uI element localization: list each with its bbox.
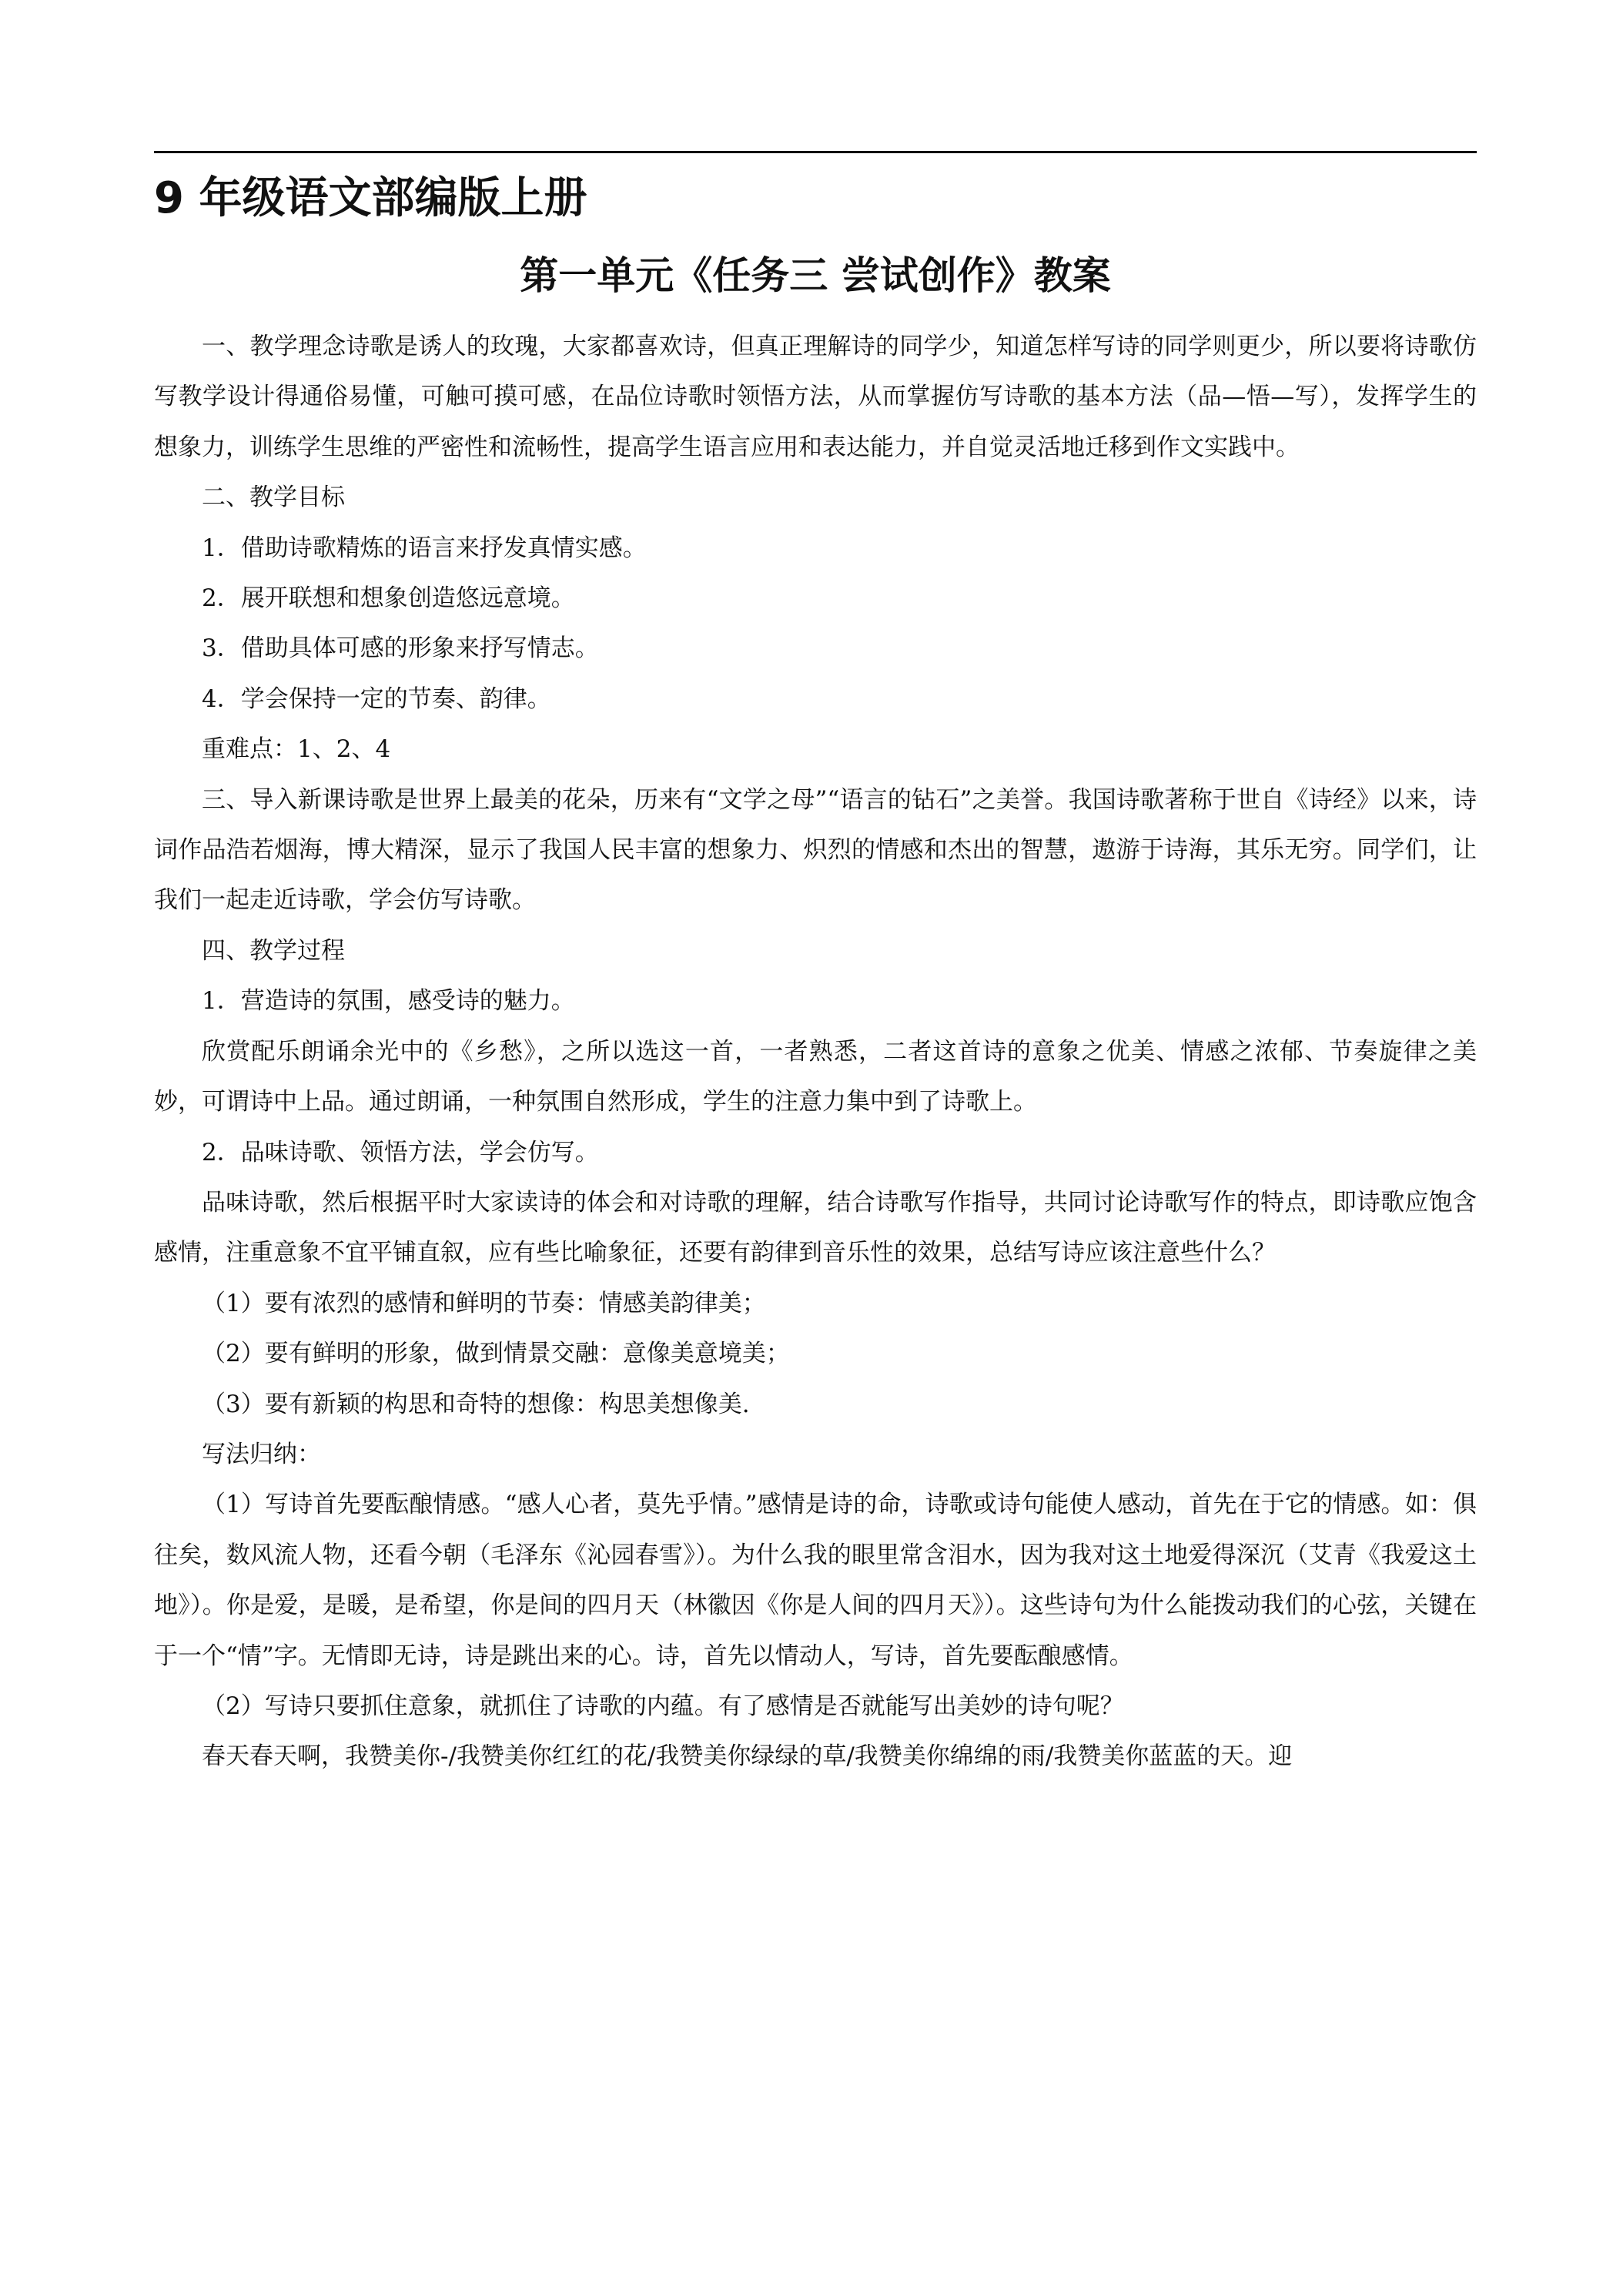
heading-teaching-process: 四、教学过程 <box>202 936 345 965</box>
point-item-3: （3）要有新颖的构思和奇特的想像：构思美想像美. <box>202 1390 750 1418</box>
summary-item-2: （2）写诗只要抓住意象，就抓住了诗歌的内蕴。有了感情是否就能写出美妙的诗句呢？ <box>202 1692 1124 1720</box>
document-page <box>154 0 1477 2296</box>
goal-item-4: 4．学会保持一定的节奏、韵律。 <box>202 684 551 713</box>
goal-item-1: 1．借助诗歌精炼的语言来抒发真情实感。 <box>202 534 647 562</box>
point-item-2: （2）要有鲜明的形象，做到情景交融：意像美意境美； <box>202 1340 790 1368</box>
summary-item-1: （1）写诗首先要酝酿情感。“感人心者，莫先乎情。”感情是诗的命，诗歌或诗句能使人感动，首先在于它的情感。如：俱往矣，数风流人物，还看今朝（毛泽东《沁园春雪》）。为什么我的眼里常含泪水，因为我对这土地爱得深沉（艾青《我爱这土地》）。你是爱，是暖，是希望，你是间的四月天（林徽因《你是人间的四月天》）。这些诗句为什么能拨动我们的心弦，关键在于一个“情”字。无情即无诗，诗是跳出来的心。诗，首先以情动人，写诗，首先要酝酿感情。 <box>154 1491 1477 1670</box>
goal-item-2: 2．展开联想和想象创造悠远意境。 <box>202 584 575 613</box>
lesson-title: 第一单元《任务三 尝试创作》教案 <box>520 253 1111 298</box>
heading-writing-summary: 写法归纳： <box>202 1440 321 1468</box>
goal-item-3: 3．借助具体可感的形象来抒写情志。 <box>202 634 599 663</box>
header-rule <box>154 151 1477 153</box>
document-header-title: 9 年级语文部编版上册 <box>154 173 587 223</box>
paragraph-introduction: 三、导入新课诗歌是世界上最美的花朵，历来有“文学之母”“语言的钻石”之美誉。我国诗歌著称于世自《诗经》以来，诗词作品浩若烟海，博大精深，显示了我国人民丰富的想象力、炽烈的情感和杰出的智慧，遨游于诗海，其乐无穷。同学们，让我们一起走近诗歌，学会仿写诗歌。 <box>154 785 1477 915</box>
process-step-1: 1．营造诗的氛围，感受诗的魅力。 <box>202 987 575 1016</box>
paragraph-spring-example: 春天春天啊，我赞美你-/我赞美你红红的花/我赞美你绿绿的草/我赞美你绵绵的雨/我赞美你蓝蓝的天。迎 <box>202 1742 1293 1771</box>
paragraph-recitation: 欣赏配乐朗诵余光中的《乡愁》，之所以选这一首，一者熟悉，二者这首诗的意象之优美、情感之浓郁、节奏旋律之美妙，可谓诗中上品。通过朗诵，一种氛围自然形成，学生的注意力集中到了诗歌上。 <box>154 1037 1477 1116</box>
heading-teaching-goals: 二、教学目标 <box>202 484 345 512</box>
paragraph-appreciation: 品味诗歌，然后根据平时大家读诗的体会和对诗歌的理解，结合诗歌写作指导，共同讨论诗歌写作的特点，即诗歌应饱含感情，注重意象不宜平铺直叙，应有些比喻象征，还要有韵律到音乐性的效果，总结写诗应该注意些什么？ <box>154 1188 1477 1267</box>
point-item-1: （1）要有浓烈的感情和鲜明的节奏：情感美韵律美； <box>202 1289 766 1317</box>
process-step-2: 2．品味诗歌、领悟方法，学会仿写。 <box>202 1138 599 1166</box>
paragraph-teaching-concept: 一、教学理念诗歌是诱人的玫瑰，大家都喜欢诗，但真正理解诗的同学少，知道怎样写诗的同学则更少，所以要将诗歌仿写教学设计得通俗易懂，可触可摸可感，在品位诗歌时领悟方法，从而掌握仿写诗歌的基本方法（品—悟—写），发挥学生的想象力，训练学生思维的严密性和流畅性，提高学生语言应用和表达能力，并自觉灵活地迁移到作文实践中。 <box>154 333 1477 461</box>
document-body <box>154 322 1477 1782</box>
key-points: 重难点：1、2、4 <box>202 735 391 764</box>
